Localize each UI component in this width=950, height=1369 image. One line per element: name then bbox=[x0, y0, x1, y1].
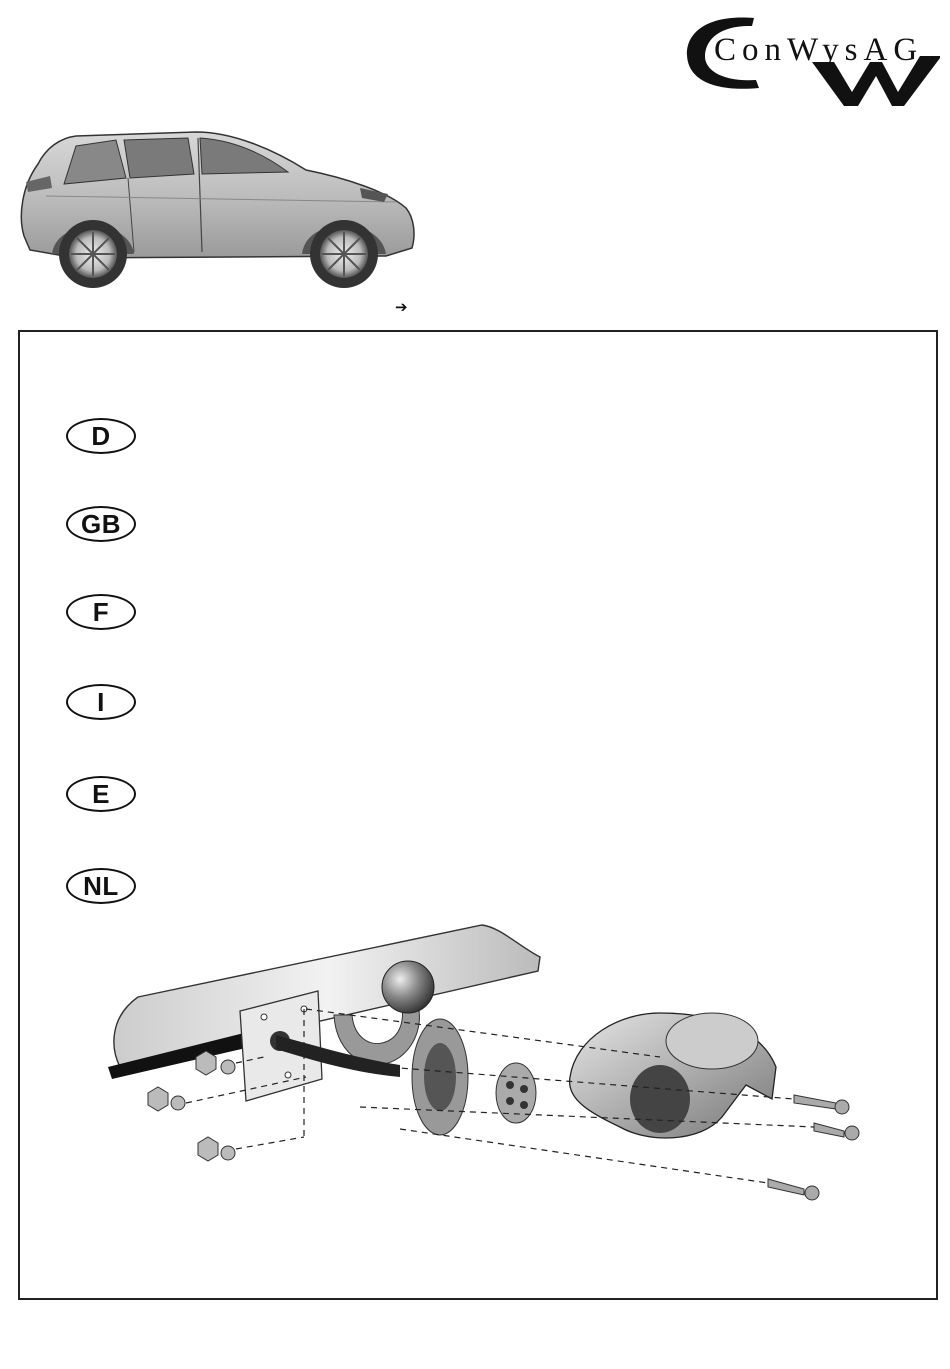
language-badge-e[interactable]: E bbox=[66, 776, 136, 812]
language-badge-gb[interactable]: GB bbox=[66, 506, 136, 542]
language-frame bbox=[18, 330, 938, 1300]
right-arrow-icon: ➔ bbox=[395, 298, 408, 316]
logo-text: ConWysAG bbox=[714, 32, 924, 68]
tow-bar-socket-exploded-diagram bbox=[100, 917, 860, 1287]
suv-side-view-image bbox=[16, 126, 422, 296]
conwys-logo bbox=[684, 10, 942, 110]
language-badge-i[interactable]: I bbox=[66, 684, 136, 720]
language-badge-d[interactable]: D bbox=[66, 418, 136, 454]
language-badge-f[interactable]: F bbox=[66, 594, 136, 630]
language-badge-nl[interactable]: NL bbox=[66, 868, 136, 904]
